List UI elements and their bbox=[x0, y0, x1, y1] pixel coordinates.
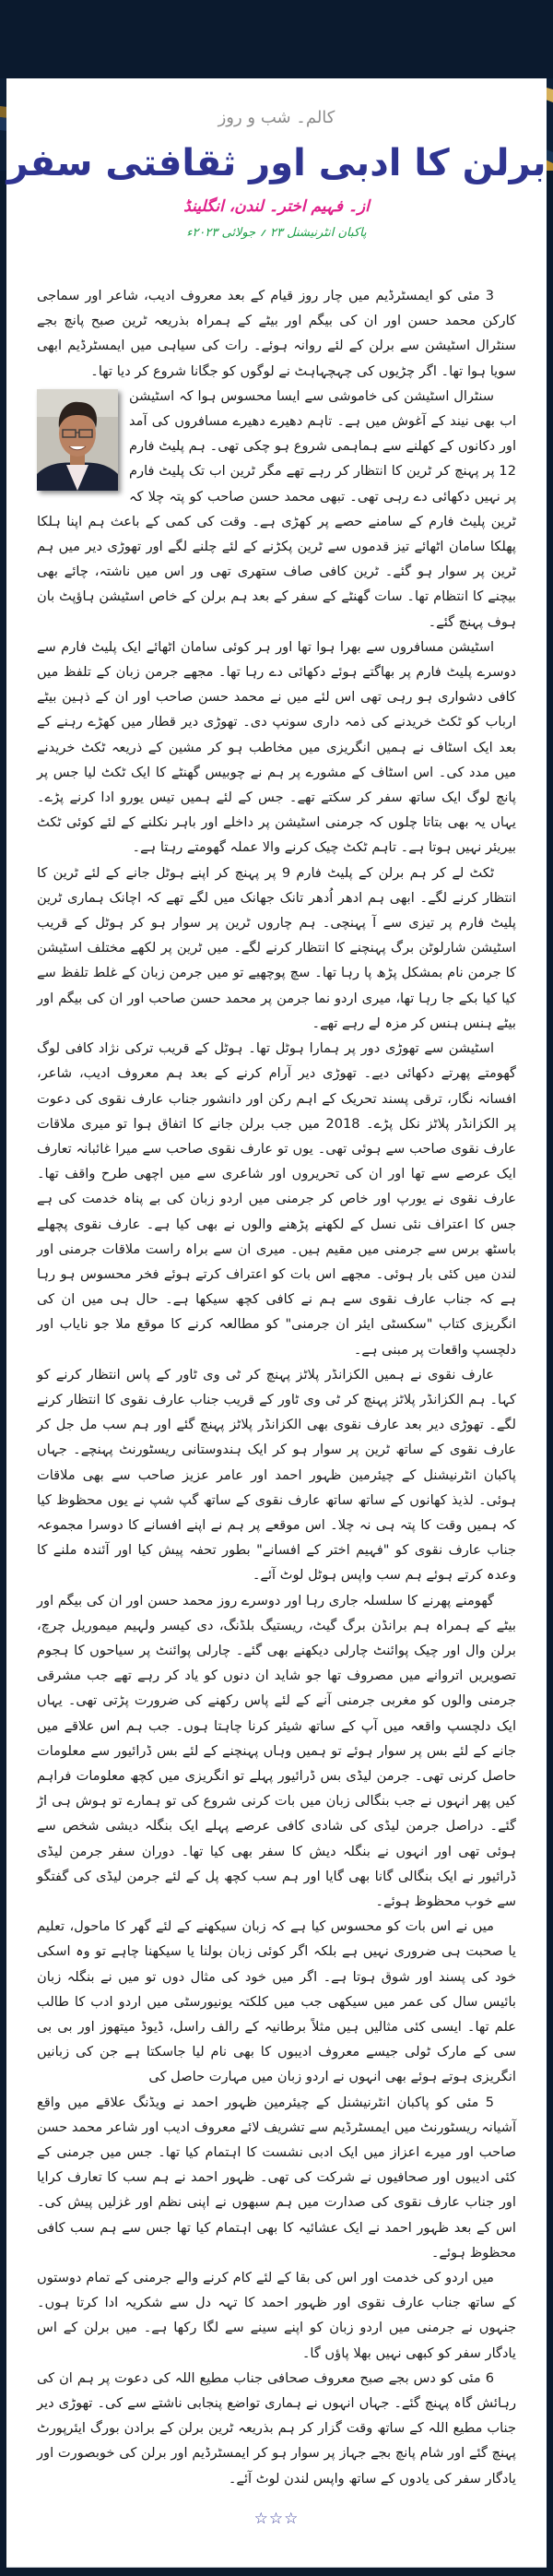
paragraph: اسٹیشن سے تھوڑی دور پر ہمارا ہوٹل تھا۔ ہوٹل کے قریب ترکی نژاد کافی لوگ گھومتے پھرتے دکھائی دیے۔ تھوڑی دیر آرام کرنے کے بعد ہم معروف ادیب، شاعر، افسانہ نگار، ترقی پسند تحریک کے اہم رکن اور دانشور جناب عارف نقوی کی دعوت پر الکزانڈر پلاٹز نکل پڑے۔ 2018 میں جب برلن جانے کا اتفاق ہوا تو میری ملاقات عارف نقوی صاحب سے ہوئی تھی۔ یوں تو عارف نقوی صاحب سے میرا غائبانہ تعارف ایک عرصے سے تھا اور ان کی تحریروں اور شاعری سے میں اچھی طرح واقف تھا۔ عارف نقوی نے یورپ اور خاص کر جرمنی میں اردو زبان کی بے پناہ خدمت کی ہے جس کا اعتراف نئی نسل کے لکھنے پڑھنے والوں نے بھی کیا ہے۔ عارف نقوی پچھلے باسٹھ برس سے جرمنی میں مقیم ہیں۔ میری ان سے براہ راست ملاقات جرمنی اور لندن میں کئی بار ہوئی۔ مجھے اس بات کو اعتراف کرتے ہوئے فخر محسوس ہو رہا ہے کہ جناب عارف نقوی سے ہم نے کافی کچھ سیکھا ہے۔ حال ہی میں ان کی انگریزی کتاب "سکسٹی ایئر ان جرمنی" کو مطالعہ کرنے کا موقع ملا جو نایاب اور دلچسپ واقعات پر مبنی ہے۔ bbox=[37, 1040, 516, 1358]
paragraph: میں اردو کی خدمت اور اس کی بقا کے لئے کام کرنے والے جرمنی کے تمام دوستوں کے ساتھ جناب عارف نقوی اور ظہور احمد کا تہہ دل سے شکریہ ادا کرتا ہوں۔ جنہوں نے جرمنی میں اردو زبان کو اپنے سینے سے لگا رکھا ہے۔ میں برلن کے اس یادگار سفر کو کبھی نہیں بھلا پاؤں گا۔ bbox=[37, 2270, 516, 2361]
paragraph: سنٹرال اسٹیشن کی خاموشی سے ایسا محسوس ہوا کہ اسٹیشن اب بھی نیند کے آغوش میں ہے۔ تاہم دھیرے دھیرے مسافروں کی آمد اور دکانوں کے کھلنے سے ہماہمی شروع ہو چکی تھی۔ ہم پلیٹ فارم 12 پر پہنچ کر ٹرین کا انتظار کر رہے تھے مگر ٹرین اب تک پلیٹ فارم پر نہیں دکھائی دے رہی تھی۔ تبھی محمد حسن صاحب کو پتہ چلا کہ ٹرین پلیٹ فارم کے سامنے حصے پر کھڑی ہے۔ وقت کی کمی کے باعث ہم اپنا ہلکا پھلکا سامان اٹھائے تیز قدموں سے ٹرین پکڑنے کے لئے چلنے لگے اور تھوڑی دیر میں ہم ٹرین پر سوار ہو گئے۔ ٹرین کافی صاف ستھری تھی ور اس میں ناشتہ، چائے بھی بیچنے کا انتظام تھا۔ سات گھنٹے کے سفر کے بعد ہم برلن کے خاص اسٹیشن ہاؤپٹ بان ہوف پہنچ گئے۔ bbox=[37, 387, 516, 630]
paragraph: ٹکٹ لے کر ہم برلن کے پلیٹ فارم 9 پر پہنچ کر اپنے ہوٹل جانے کے لئے ٹرین کا انتظار کرنے لگے۔ ابھی ہم ادھر اُدھر تانک جھانک میں لگے تھے کہ اچانک ہماری ٹرین پلیٹ فارم پر تیزی سے آ پہنچی۔ ہم چاروں ٹرین پر سوار ہو کر ہوٹل کے قریب اسٹیشن شارلوٹن برگ پہنچنے کا انتظار کرنے لگے۔ میں ٹرین پر لکھے مختلف اسٹیشن کا جرمن نام بمشکل پڑھ پا رہا تھا۔ سچ پوچھیے تو میں جرمن زبان کے غلط تلفظ سے کیا کیا بکے جا رہا تھا، میری اردو نما جرمن پر محمد حسن صاحب اور ان کی بیگم اور بیٹے ہنس ہنس کر مزہ لے رہے تھے۔ bbox=[37, 864, 516, 1031]
author-photo bbox=[37, 389, 118, 491]
paragraph: اسٹیشن مسافروں سے بھرا ہوا تھا اور ہر کوئی سامان اٹھائے ایک پلیٹ فارم سے دوسرے پلیٹ فارم پر بھاگتے ہوئے دکھائی دے رہا تھا۔ مجھے جرمن زبان کے تلفظ میں کافی دشواری ہو رہی تھی اس لئے میں نے محمد حسن صاحب اور ان کے ذہین بیٹے ارباب کو ٹکٹ خریدنے کی ذمہ داری سونپ دی۔ تھوڑی دیر قطار میں کھڑے رہنے کے بعد ایک اسٹاف نے ہمیں انگریزی میں مخاطب ہو کر مشین کے ذریعہ ٹکٹ خریدنے میں مدد کی۔ اس اسٹاف کے مشورے پر ہم نے چوبیس گھنٹے کا ایک ٹکٹ لیا جس پر پانچ لوگ ایک ساتھ سفر کر سکتے تھے۔ جس کے لئے ہمیں تیس یورو ادا کرنے پڑے۔ یہاں یہ بھی بتاتا چلوں کہ جرمنی اسٹیشن پر داخلے اور باہر نکلنے کے لئے کوئی ٹکٹ بیریئر نہیں ہوتا ہے۔ تاہم ٹکٹ چیک کرنے والا عملہ گھومتے رہتا ہے۔ bbox=[37, 638, 516, 856]
paragraph: 3 مئی کو ایمسٹرڈیم میں چار روز قیام کے بعد معروف ادیب، شاعر اور سماجی کارکن محمد حسن اور ان کی بیگم اور بیٹے کے ہمراہ بذریعہ ٹرین صبح پانچ بجے سنٹرال اسٹیشن سے برلن کے لئے روانہ ہوئے۔ رات کی سیاہی میں ایمسٹرڈیم ابھی سویا ہوا تھا۔ اگر چڑیوں کی چہچہاہٹ نے لوگوں کو جگانا شروع کر دیا تھا۔ bbox=[37, 288, 516, 379]
article-title: برلن کا ادبی اور ثقافتی سفر bbox=[6, 142, 547, 184]
paragraph: 6 مئی کو دس بجے صبح معروف صحافی جناب مطیع اللہ کی دعوت پر ہم ان کی رہائش گاہ پہنچ گئے۔ جہاں انہوں نے ہماری تواضع پنجابی ناشتے سے کی۔ تھوڑی دیر جناب مطیع اللہ کے ساتھ وقت گزار کر ہم بذریعہ ٹرین برلن کے برادن بورگ ایئرپورٹ پہنچ گئے اور شام پانچ بجے جہاز پر سوار ہو کر ایمسٹرڈیم اور برلن کی خوبصورت اور یادگار سفر کی یادوں کے ساتھ واپس لندن لوٹ آئے۔ bbox=[37, 2369, 516, 2487]
author-portrait-icon bbox=[37, 389, 118, 491]
paragraph: میں نے اس بات کو محسوس کیا ہے کہ زبان سیکھنے کے لئے گھر کا ماحول، تعلیم یا صحبت ہی ضروری نہیں ہے بلکہ اگر کوئی زبان بولنا یا سیکھنا چاہے تو وہ اسکی خود کی پسند اور شوق ہوتا ہے۔ اگر میں خود کی مثال دوں تو میں نے بنگلہ زبان بائیس سال کی عمر میں سیکھی جب میں کلکتہ یونیورسٹی میں اردو ادب کا طالب علم تھا۔ ایسی کئی مثالیں ہیں مثلاً برطانیہ کے رالف راسل، ڈیوڈ میتھوز اور بی بی سی کے مارک ٹولی جیسے معروف ادیبوں کا بھی نام لیا جاسکتا ہے جن کی زبانیں انگریزی ہوتے ہوئے بھی انہوں نے اردو زبان میں مہارت حاصل کی bbox=[37, 1918, 516, 2085]
author-byline: از۔ فہیم اختر۔ لندن، انگلینڈ bbox=[183, 197, 370, 216]
end-stars-mark: ☆☆☆ bbox=[253, 2509, 300, 2528]
paragraph: گھومنے پھرنے کا سلسلہ جاری رہا اور دوسرے روز محمد حسن اور ان کی بیگم اور بیٹے کے ہمراہ ہم برانڈن برگ گیٹ، ریستیگ بلڈنگ، دی کیسر ولہیم میموریل چرچ، برلن وال اور چیک پوائنٹ چارلی دیکھنے بھی گئے۔ چارلی پوائنٹ پر سیاحوں کا ہجوم تصویریں اتروانے میں مصروف تھا جو شاید ان دنوں کو یاد کر رہے تھے جب مشرقی جرمنی والوں کو مغربی جرمنی آنے کے لئے پاس رکھنے کی ضرورت پڑتی تھی۔ یہاں ایک دلچسپ واقعہ میں آپ کے ساتھ شیئر کرنا چاہتا ہوں۔ جب ہم اس علاقے میں جانے کے لئے بس پر سوار ہوئے تو ہمیں وہاں پہنچنے کے لئے بس ڈرائیور سے معلومات حاصل کرنی تھی۔ جرمن لیڈی بس ڈرائیور پہلے تو انگریزی میں کچھ معلومات فراہم کیں پھر انہوں نے جب بنگالی زبان میں بات کرنی شروع کی تو ہمارے تو ہوش ہی اڑ گئے۔ دراصل جرمن لیڈی کی شادی کافی عرصے پہلے ایک بنگلہ دیشی شخص سے ہوئی تھی اور انہوں نے بنگلہ دیش کا سفر بھی کیا تھا۔ دوران سفر جرمن لیڈی ڈرائیور نے ایک بنگالی گانا بھی گایا اور ہم سب کچھ پل کے لئے جرمن لیڈی کی گفتگو سے خوب محظوظ ہوئے۔ bbox=[37, 1592, 516, 1909]
paragraph: 5 مئی کو پاکبان انٹرنیشنل کے چیئرمین ظہور احمد نے ویڈنگ علاقے میں واقع آشیانہ ریسٹورنٹ میں ایمسٹرڈیم سے تشریف لائے معروف ادیب اور شاعر محمد حسن صاحب اور میرے اعزاز میں ایک ادبی نشست کا اہتمام کیا تھا۔ جس میں جرمنی کے کئی ادیبوں اور صحافیوں نے شرکت کی تھی۔ ظہور احمد نے ہم سب کا تعارف کرایا اور جناب عارف نقوی کی صدارت میں ہم سبھوں نے اپنی نظم اور غزلیں پیش کی۔ اس کے بعد ظہور احمد نے ایک عشائیہ کا بھی اہتمام کیا تھا جس سے ہم سب کافی محظوظ ہوئے۔ bbox=[37, 2094, 516, 2261]
article-body bbox=[37, 283, 516, 2491]
article-card bbox=[6, 78, 547, 2568]
publication-date: پاکبان انٹرنیشنل ۲۳ ؍ جولائی ۲۰۲۳ء bbox=[186, 226, 367, 240]
column-kicker: کالم۔ شب و روز bbox=[218, 108, 335, 127]
paragraph: عارف نقوی نے ہمیں الکزانڈر پلاٹز پہنچ کر ٹی وی ٹاور کے پاس انتظار کرنے کو کہا۔ ہم الکزانڈر پلاٹز پہنچ کر ٹی وی ٹاور کے قریب جناب عارف نقوی کا انتظار کرنے لگے۔ تھوڑی دیر بعد عارف نقوی بھی الکزانڈر پلاٹز پہنچ گئے اور ہم سب مل جل کر عارف نقوی کے ساتھ ٹرین پر سوار ہو کر ایک ہندوستانی ریسٹورنٹ پہنچے۔ جہاں پاکبان انٹرنیشنل کے چیئرمین ظہور احمد اور عامر عزیز صاحب سے بھی ملاقات ہوئی۔ لذیذ کھانوں کے ساتھ ساتھ عارف نقوی کے ساتھ گپ شپ نے یوں محظوظ کیا کہ ہمیں وقت کا پتہ ہی نہ چلا۔ اس موقعے پر ہم نے اپنے افسانے کا دوسرا مجموعہ جناب عارف نقوی کو "فہیم اختر کے افسانے" بطور تحفہ پیش کیا اور آئندہ ملنے کا وعدہ کرتے ہوئے ہم سب واپس ہوٹل لوٹ آئے۔ bbox=[37, 1366, 516, 1584]
